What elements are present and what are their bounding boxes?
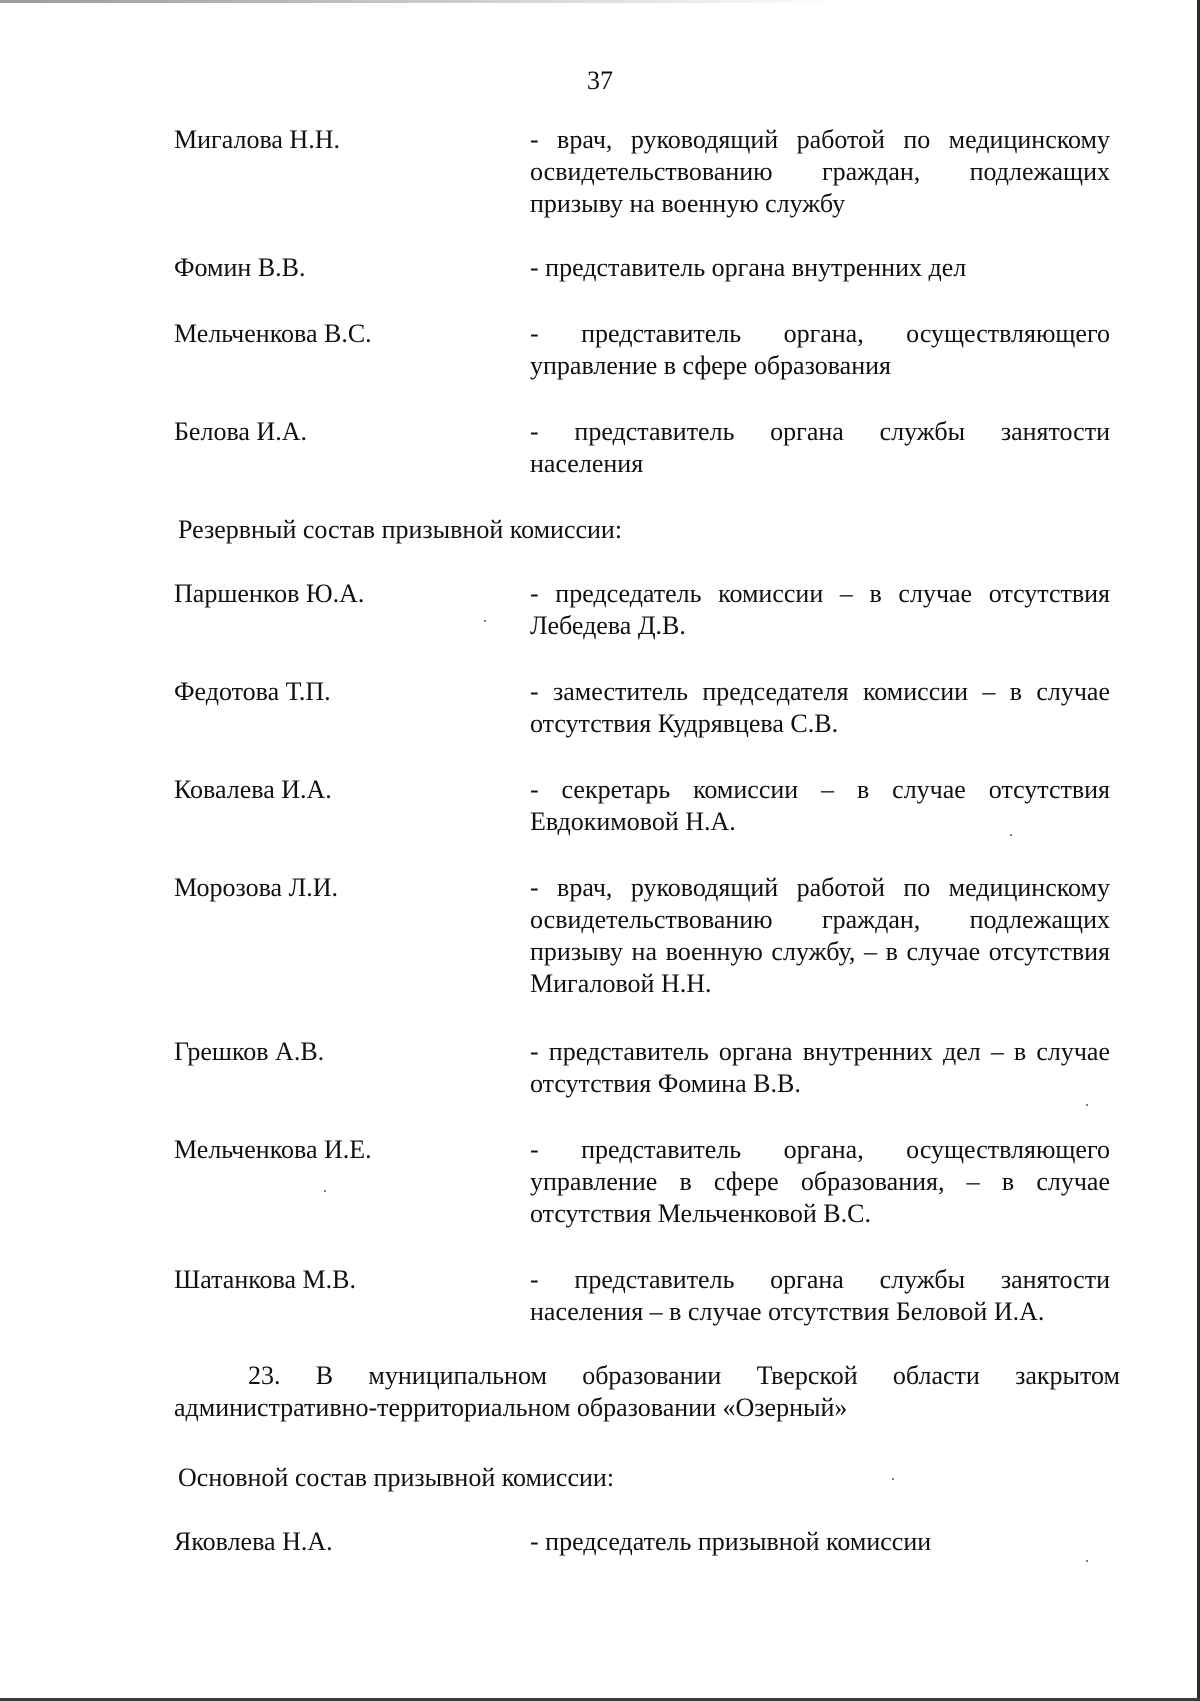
page-number: 37 bbox=[587, 66, 613, 95]
section-23-line-2: административно-территориальном образовании «Озерный» bbox=[174, 1393, 848, 1422]
member-name: Фомин В.В. bbox=[174, 253, 306, 282]
main-heading: Основной состав призывной комиссии: bbox=[178, 1463, 615, 1492]
scan-speck bbox=[484, 620, 486, 622]
member-role: - представитель органа внутренних дел – в случае отсутствия Фомина В.В. bbox=[530, 1037, 1110, 1098]
reserve-heading: Резервный состав призывной комиссии: bbox=[178, 515, 623, 544]
member-name: Яковлева Н.А. bbox=[174, 1527, 333, 1556]
member-role: - секретарь комиссии – в случае отсутствия Евдокимовой Н.А. bbox=[530, 775, 1110, 836]
scan-speck bbox=[324, 1190, 326, 1192]
member-name: Морозова Л.И. bbox=[174, 873, 338, 902]
member-role: - представитель органа внутренних дел bbox=[530, 253, 967, 282]
member-role: - представитель органа, осуществляющего управление в сфере образования, – в случае отсутствия Мельченковой В.С. bbox=[530, 1135, 1110, 1228]
member-role: - заместитель председателя комиссии – в случае отсутствия Кудрявцева С.В. bbox=[530, 677, 1110, 738]
member-name: Мигалова Н.Н. bbox=[174, 125, 340, 154]
member-name: Белова И.А. bbox=[174, 417, 307, 446]
section-23-line-1: 23. В муниципальном образовании Тверской области закрытом bbox=[248, 1361, 1120, 1390]
member-name: Мельченкова В.С. bbox=[174, 319, 372, 348]
scan-speck bbox=[892, 1478, 894, 1480]
member-role: - врач, руководящий работой по медицинскому освидетельствованию граждан, подлежащих призыву на военную службу, – в случае отсутствия Мигаловой Н.Н. bbox=[530, 873, 1110, 998]
member-role: - врач, руководящий работой по медицинскому освидетельствованию граждан, подлежащих призыву на военную службу bbox=[530, 125, 1110, 218]
section-23-paragraph bbox=[174, 1360, 1120, 1424]
scan-edge-top bbox=[0, 0, 1200, 3]
member-name: Паршенков Ю.А. bbox=[174, 579, 365, 608]
member-name: Ковалева И.А. bbox=[174, 775, 332, 804]
member-role: - представитель органа службы занятости населения – в случае отсутствия Беловой И.А. bbox=[530, 1265, 1110, 1326]
member-role: - председатель комиссии – в случае отсутствия Лебедева Д.В. bbox=[530, 579, 1110, 640]
scan-speck bbox=[1010, 834, 1012, 836]
scan-speck bbox=[1086, 1104, 1088, 1106]
member-name: Грешков А.В. bbox=[174, 1037, 325, 1066]
member-name: Мельченкова И.Е. bbox=[174, 1135, 372, 1164]
member-name: Федотова Т.П. bbox=[174, 677, 331, 706]
member-role: - представитель органа службы занятости населения bbox=[530, 417, 1110, 478]
member-name: Шатанкова М.В. bbox=[174, 1265, 356, 1294]
member-role: - председатель призывной комиссии bbox=[530, 1527, 932, 1556]
member-role: - представитель органа, осуществляющего управление в сфере образования bbox=[530, 319, 1110, 380]
scan-speck bbox=[1086, 1560, 1088, 1562]
